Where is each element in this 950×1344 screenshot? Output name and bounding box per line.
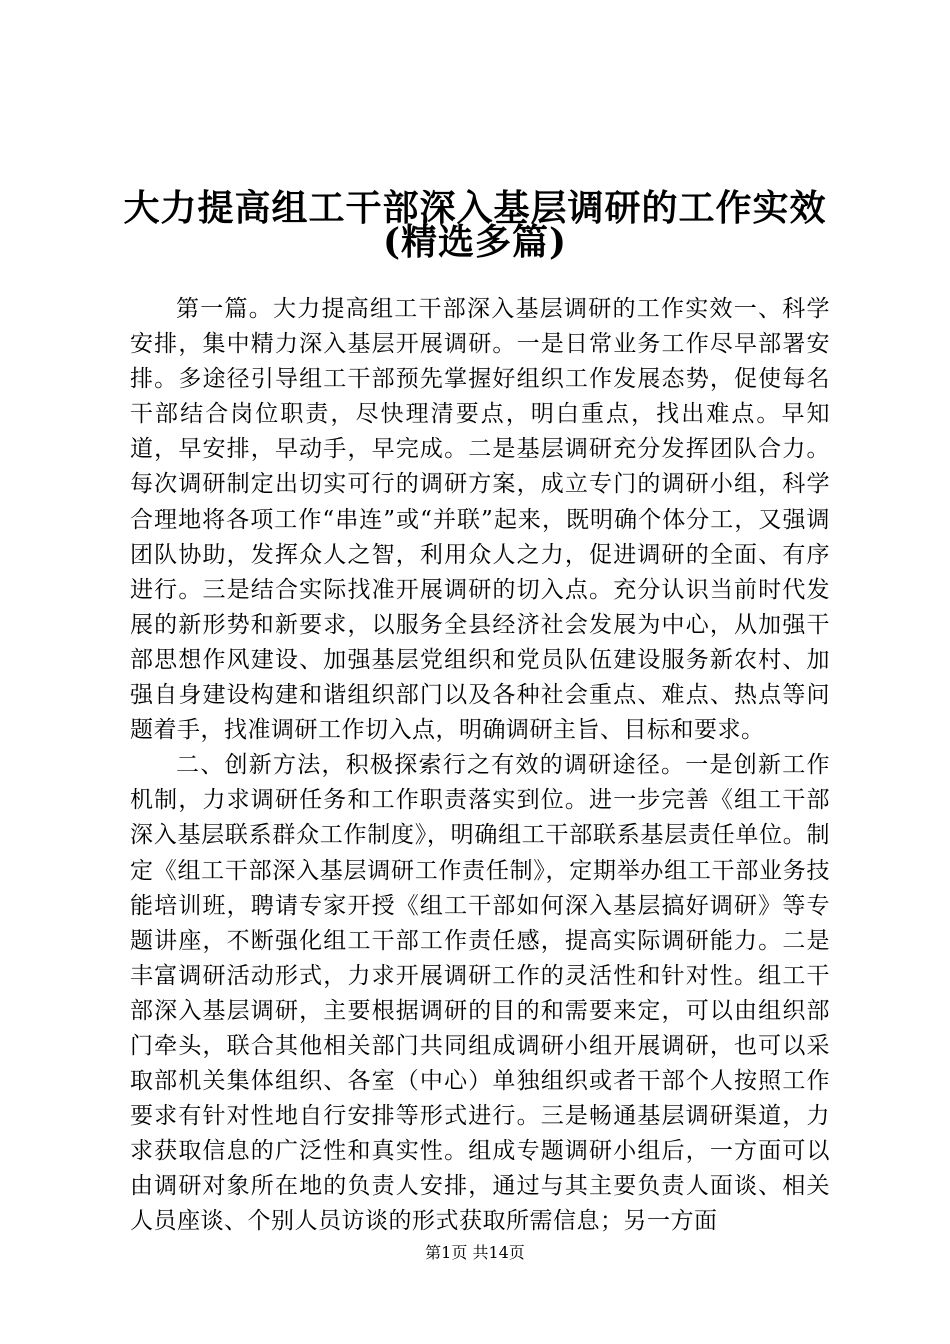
page-number-footer: 第1页 共14页 [425, 1243, 525, 1262]
document-body [130, 292, 830, 1240]
document-subtitle: (精选多篇) [382, 221, 568, 263]
paragraph-2: 二、创新方法，积极探索行之有效的调研途径。一是创新工作机制，力求调研任务和工作职责落实到位。进一步完善《组工干部深入基层联系群众工作制度》，明确组工干部联系基层责任单位。制定《组工干部深入基层调研工作责任制》，定期举办组工干部业务技能培训班，聘请专家开授《组工干部如何深入基层搞好调研》等专题讲座，不断强化组工干部工作责任感，提高实际调研能力。二是丰富调研活动形式，力求开展调研工作的灵活性和针对性。组工干部深入基层调研，主要根据调研的目的和需要来定，可以由组织部门牵头，联合其他相关部门共同组成调研小组开展调研，也可以采取部机关集体组织、各室（中心）单独组织或者干部个人按照工作要求有针对性地自行安排等形式进行。三是畅通基层调研渠道，力求获取信息的广泛性和真实性。组成专题调研小组后，一方面可以由调研对象所在地的负责人安排，通过与其主要负责人面谈、相关人员座谈、个别人员访谈的形式获取所需信息；另一方面 [130, 752, 830, 1235]
paragraph-1: 第一篇。大力提高组工干部深入基层调研的工作实效一、科学安排，集中精力深入基层开展调研。一是日常业务工作尽早部署安排。多途径引导组工干部预先掌握好组织工作发展态势，促使每名干部结合岗位职责，尽快理清要点，明白重点，找出难点。早知道，早安排，早动手，早完成。二是基层调研充分发挥团队合力。每次调研制定出切实可行的调研方案，成立专门的调研小组，科学合理地将各项工作“串连”或“并联”起来，既明确个体分工，又强调团队协助，发挥众人之智，利用众人之力，促进调研的全面、有序进行。三是结合实际找准开展调研的切入点。充分认识当前时代发展的新形势和新要求，以服务全县经济社会发展为中心，从加强干部思想作风建设、加强基层党组织和党员队伍建设服务新农村、加强自身建设构建和谐组织部门以及各种社会重点、难点、热点等问题着手，找准调研工作切入点，明确调研主旨、目标和要求。 [130, 296, 830, 744]
document-title: 大力提高组工干部深入基层调研的工作实效 [123, 187, 827, 229]
